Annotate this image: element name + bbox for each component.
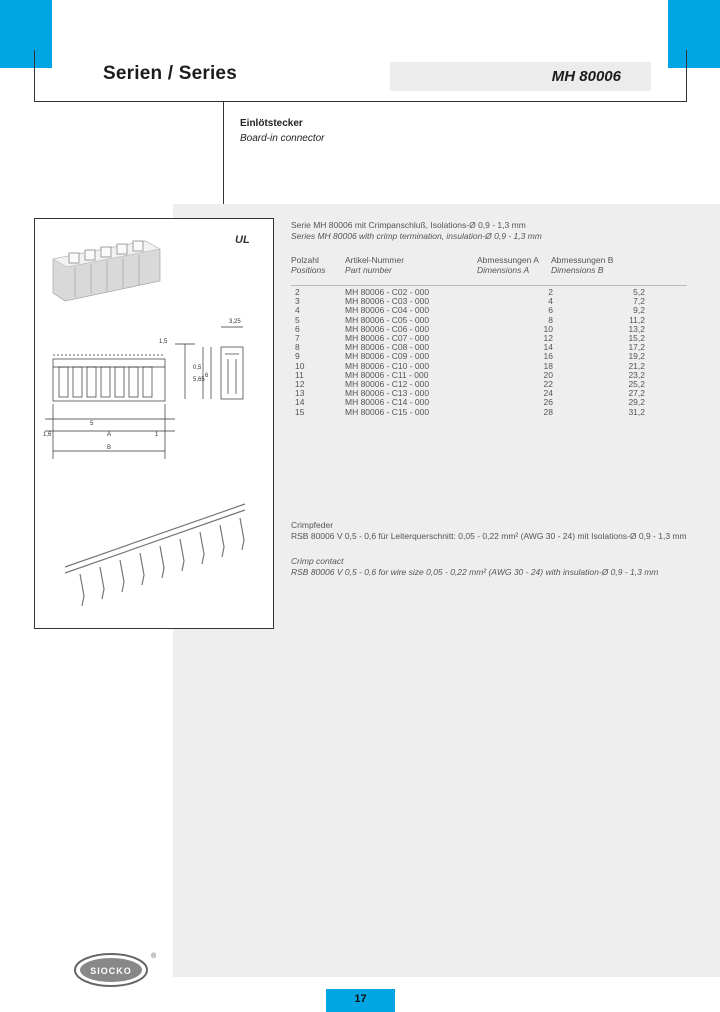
header-part-number <box>345 255 404 275</box>
page-title: Serien / Series <box>103 63 237 84</box>
cell-dimension-b: 19,2 <box>628 351 645 362</box>
cell-part-number: MH 80006 - C11 - 000 <box>345 369 429 380</box>
cell-dimension-b: 21,2 <box>628 360 645 371</box>
table-rule <box>291 285 687 286</box>
side-view-drawing <box>203 327 243 399</box>
corner-tab-right <box>668 0 720 68</box>
cell-part-number: MH 80006 - C14 - 000 <box>345 397 430 408</box>
header-positions-en: Positions <box>291 265 326 275</box>
cell-dimension-a: 22 <box>543 379 553 390</box>
crimp-text-de: RSB 80006 V 0,5 - 0,6 für Leiterquerschnitt: 0,05 - 0,22 mm² (AWG 30 - 24) mit Isolations-Ø 0,9 - 1,3 mm <box>291 531 687 541</box>
header-positions <box>291 255 326 275</box>
cell-dimension-b: 7,2 <box>633 296 645 307</box>
dim-label-6: 6 <box>205 373 209 379</box>
cell-dimension-a: 14 <box>543 342 553 353</box>
header-dimension-a-de: Abmessungen A <box>477 255 539 265</box>
series-code: MH 80006 <box>551 68 621 85</box>
crimp-contact-strip-image <box>65 504 245 606</box>
dim-label-5: 5 <box>90 421 94 427</box>
frame-line-left <box>34 50 35 101</box>
cell-part-number: MH 80006 - C05 - 000 <box>345 314 430 325</box>
cell-dimension-b: 11,2 <box>629 314 645 325</box>
logo-text: SIOCKO <box>90 966 132 976</box>
cell-positions: 15 <box>295 406 305 417</box>
cell-dimension-a: 18 <box>543 360 553 371</box>
cell-positions: 4 <box>295 305 300 316</box>
cell-positions: 9 <box>295 351 300 362</box>
cell-dimension-a: 2 <box>548 287 553 297</box>
cell-positions: 6 <box>295 323 300 334</box>
cell-dimension-b: 15,2 <box>628 333 645 344</box>
technical-drawing <box>35 219 273 628</box>
cell-positions: 12 <box>295 379 305 390</box>
frame-line-bottom <box>34 101 687 102</box>
cell-dimension-b: 31,2 <box>628 406 645 417</box>
cell-part-number: MH 80006 - C13 - 000 <box>345 388 430 399</box>
cell-part-number: MH 80006 - C06 - 000 <box>345 323 430 334</box>
cell-dimension-b: 17,2 <box>628 342 645 353</box>
cell-part-number: MH 80006 - C02 - 000 <box>345 287 430 297</box>
cell-part-number: MH 80006 - C10 - 000 <box>345 360 430 371</box>
cell-dimension-b: 25,2 <box>628 379 645 390</box>
frame-line-divider <box>223 101 224 204</box>
cell-positions: 3 <box>295 296 300 307</box>
header-part-number-en: Part number <box>345 265 392 275</box>
dim-label-b: B <box>107 445 112 451</box>
cell-part-number: MH 80006 - C03 - 000 <box>345 296 430 307</box>
cell-positions: 10 <box>295 360 305 371</box>
page-number: 17 <box>354 993 367 1005</box>
cell-dimension-a: 26 <box>543 397 553 408</box>
cell-dimension-a: 16 <box>543 351 553 362</box>
dim-label-1-5: 1,5 <box>159 339 168 345</box>
svg-text:®: ® <box>151 953 157 960</box>
parts-table <box>291 288 645 417</box>
cell-dimension-a: 6 <box>548 305 553 316</box>
siocko-logo <box>73 949 157 996</box>
series-code-box <box>390 62 651 91</box>
cell-positions: 11 <box>295 369 304 380</box>
dim-label-1-6: 1,6 <box>43 432 52 438</box>
cell-part-number: MH 80006 - C15 - 000 <box>345 406 430 417</box>
cell-dimension-a: 20 <box>543 369 553 380</box>
frame-line-right <box>686 50 687 101</box>
crimp-heading-en: Crimp contact <box>291 556 344 566</box>
cell-positions: 7 <box>295 333 300 344</box>
crimp-heading-de: Crimpfeder <box>291 520 334 530</box>
cell-dimension-a: 8 <box>548 314 553 325</box>
cell-positions: 8 <box>295 342 300 353</box>
cell-dimension-b: 29,2 <box>628 397 645 408</box>
dim-label-0-5: 0,5 <box>193 365 202 371</box>
cell-part-number: MH 80006 - C04 - 000 <box>345 305 430 316</box>
page-number-box <box>326 989 395 1012</box>
cell-positions: 2 <box>295 287 300 297</box>
cell-dimension-b: 9,2 <box>633 305 645 316</box>
header-dimension-b-en: Dimensions B <box>551 265 604 275</box>
cell-positions: 13 <box>295 388 305 399</box>
cell-dimension-b: 23,2 <box>628 369 645 380</box>
header-dimension-a-en: Dimensions A <box>477 265 530 275</box>
cell-part-number: MH 80006 - C09 - 000 <box>345 351 430 362</box>
cell-part-number: MH 80006 - C07 - 000 <box>345 333 430 344</box>
cell-dimension-b: 27,2 <box>628 388 645 399</box>
intro-en: Series MH 80006 with crimp termination, insulation-Ø 0,9 - 1,3 mm <box>291 231 542 241</box>
front-view-drawing <box>45 344 195 459</box>
cell-positions: 14 <box>295 397 305 408</box>
cell-part-number: MH 80006 - C12 - 000 <box>345 379 430 390</box>
dim-label-1: 1 <box>155 432 159 438</box>
cell-positions: 5 <box>295 314 300 325</box>
cell-dimension-a: 24 <box>543 388 553 399</box>
product-image-box <box>34 218 274 629</box>
dim-label-5-65: 5,65 <box>193 377 205 383</box>
cell-dimension-a: 28 <box>543 406 553 417</box>
subtitle-en: Board-in connector <box>240 133 325 144</box>
cell-dimension-a: 10 <box>543 323 553 334</box>
table-row <box>291 408 645 417</box>
header-dimension-b-de: Abmessungen B <box>551 255 614 265</box>
connector-photo <box>53 241 160 301</box>
header-part-number-de: Artikel-Nummer <box>345 255 405 265</box>
subtitle-de: Einlötstecker <box>240 118 303 129</box>
intro-de: Serie MH 80006 mit Crimpanschluß, Isolations-Ø 0,9 - 1,3 mm <box>291 220 526 230</box>
header-positions-de: Polzahl <box>291 255 319 265</box>
dim-label-3-25: 3,25 <box>229 319 241 325</box>
cell-dimension-b: 5,2 <box>633 287 645 297</box>
cell-dimension-a: 12 <box>543 333 553 344</box>
cell-dimension-a: 4 <box>548 296 553 307</box>
dim-label-a: A <box>107 432 112 438</box>
crimp-text-en: RSB 80006 V 0,5 - 0,6 for wire size 0,05 - 0,22 mm² (AWG 30 - 24) with insulation-Ø 0,9 - 1,3 mm <box>291 567 659 577</box>
header-dimension-a <box>477 255 539 275</box>
cell-dimension-b: 13,2 <box>628 323 645 334</box>
header-dimension-b <box>551 255 613 275</box>
ul-mark: UL <box>235 234 250 246</box>
cell-part-number: MH 80006 - C08 - 000 <box>345 342 430 353</box>
corner-tab-left <box>0 0 52 68</box>
